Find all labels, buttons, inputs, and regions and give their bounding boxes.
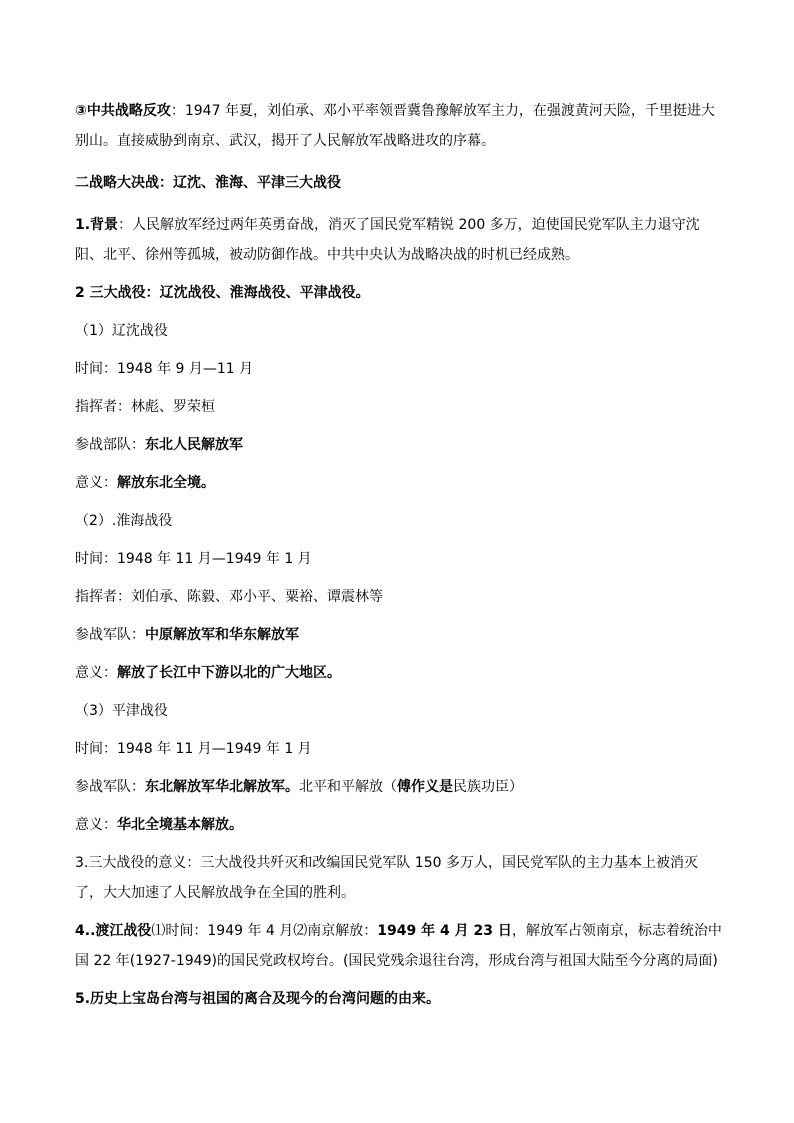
three-battles-text: ：辽沈战役、淮海战役、平津战役。: [145, 285, 370, 301]
pingjin-time: 时间：1948 年 11 月—1949 年 1 月: [75, 741, 312, 757]
three-battles-label: 2 三大战役: [75, 285, 146, 301]
liaoshen-title: （1）辽沈战役: [75, 323, 168, 339]
huaihai-meaning: [75, 658, 725, 688]
pingjin-peace-text: 北平和平解放（: [299, 779, 397, 795]
huaihai-forces-label: 参战军队：: [75, 627, 145, 643]
counteroffensive-text: ：1947 年夏，刘伯承、邓小平率领晋冀鲁豫解放军主力，在强渡黄河天险，千里挺进大别山。直接威胁到南京、武汉，揭开了人民解放军战略进攻的序幕。: [75, 103, 715, 149]
pingjin-meaning: [75, 810, 725, 840]
paragraph-three-battles: [75, 278, 725, 308]
huaihai-meaning-value: 解放了长江中下游以北的广大地区。: [117, 665, 341, 681]
paragraph-strategic-counteroffensive: [75, 96, 725, 156]
liaoshen-forces-label: 参战部队：: [75, 437, 145, 453]
crossing-text2: ，解放军占领南京，标志着统治中国 22 年(1927-1949)的国民党政权垮台。(国民党残余退往台湾，形成台湾与祖国大陆至今分离的局面): [75, 923, 722, 969]
huaihai-meaning-label: 意义：: [75, 665, 117, 681]
huaihai-title: （2）.淮海战役: [75, 513, 173, 529]
pingjin-meaning-label: 意义：: [75, 817, 117, 833]
section-title-strategic-decisive-battle: 二战略大决战：辽沈、淮海、平津三大战役: [75, 175, 341, 191]
pingjin-fu-text: 民族功臣）: [453, 779, 523, 795]
liaoshen-meaning-value: 解放东北全境。: [117, 475, 215, 491]
liaoshen-meaning-label: 意义：: [75, 475, 117, 491]
paragraph-significance: 3.三大战役的意义：三大战役共歼灭和改编国民党军队 150 多万人，国民党军队的主力基本上被消灭了，大大加速了人民解放战争在全国的胜利。: [75, 855, 698, 901]
paragraph-river-crossing: [75, 916, 725, 976]
huaihai-commander: 指挥者：刘伯承、陈毅、邓小平、粟裕、谭震林等: [75, 589, 383, 605]
huaihai-time: 时间：1948 年 11 月—1949 年 1 月: [75, 551, 312, 567]
crossing-label: .渡江战役: [90, 923, 152, 939]
pingjin-meaning-value: 华北全境基本解放。: [117, 817, 243, 833]
liaoshen-commander: 指挥者：林彪、罗荣桓: [75, 399, 215, 415]
liaoshen-time: 时间：1948 年 9 月—11 月: [75, 361, 254, 377]
crossing-text1: ⑴时间：1949 年 4 月⑵南京解放：: [151, 923, 378, 939]
liaoshen-forces-value: 东北人民解放军: [145, 437, 243, 453]
liaoshen-meaning: [75, 468, 725, 498]
pingjin-forces: [75, 772, 725, 802]
counteroffensive-label: ③中共战略反攻: [75, 103, 171, 119]
pingjin-forces-value: 东北解放军华北解放军。: [145, 779, 299, 795]
crossing-date: 1949 年 4 月 23 日: [377, 923, 512, 939]
paragraph-taiwan: 5.历史上宝岛台湾与祖国的离合及现今的台湾问题的由来。: [75, 991, 441, 1007]
pingjin-fu-name: 傅作义是: [397, 779, 453, 795]
background-label: 1.背景: [75, 217, 119, 233]
crossing-num: 4.: [75, 923, 91, 939]
paragraph-background: [75, 210, 725, 270]
background-text: ：人民解放军经过两年英勇奋战，消灭了国民党军精锐 200 多万，迫使国民党军队主力退守沈阳、北平、徐州等孤城，被动防御作战。中共中央认为战略决战的时机已经成熟。: [75, 217, 700, 263]
huaihai-forces-value: 中原解放军和华东解放军: [145, 627, 299, 643]
document-body: [75, 96, 725, 1014]
pingjin-forces-label: 参战军队：: [75, 779, 145, 795]
liaoshen-forces: [75, 430, 725, 460]
huaihai-forces: [75, 620, 725, 650]
pingjin-title: （3）平津战役: [75, 703, 168, 719]
